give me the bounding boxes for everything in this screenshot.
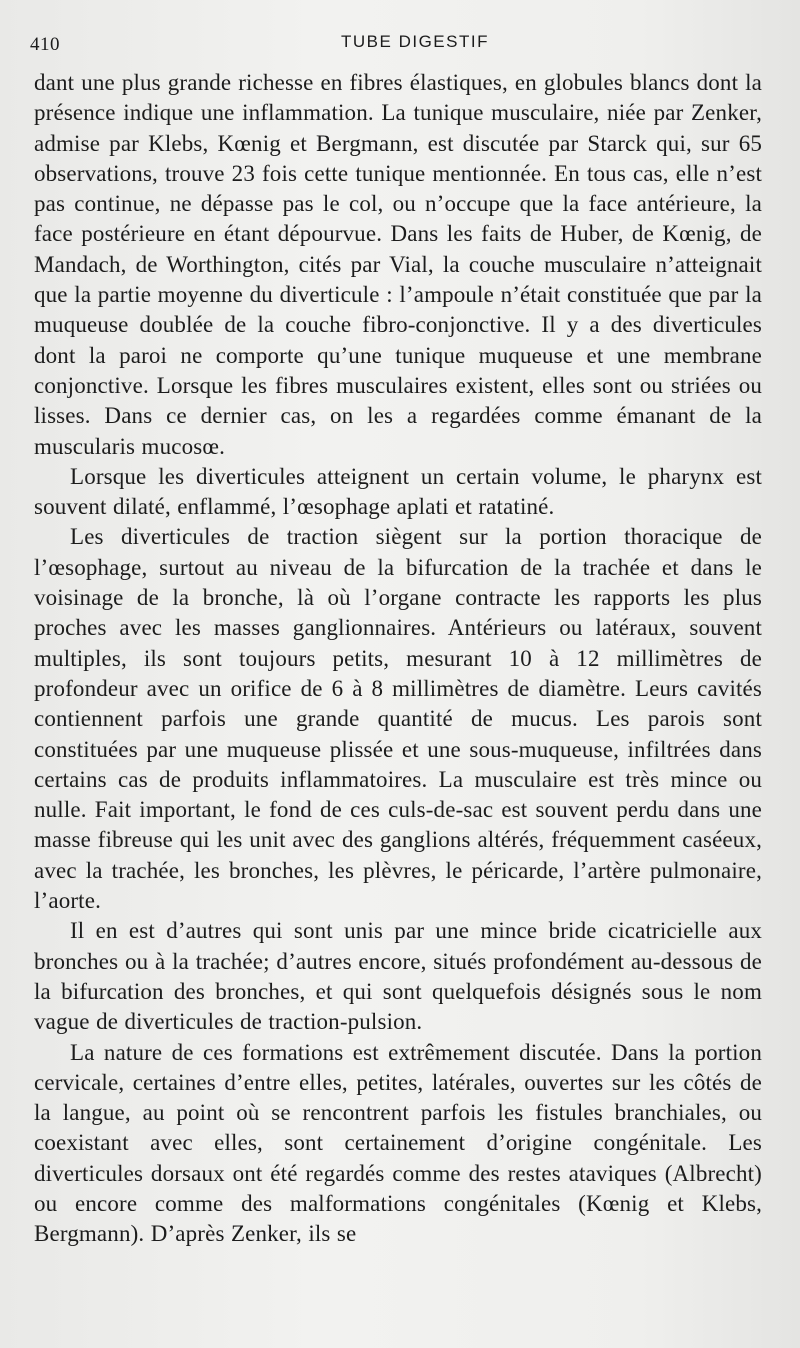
body-text xyxy=(34,68,762,1250)
paragraph: Il en est d’autres qui sont unis par une mince bride cicatricielle aux bronches ou à la trachée; d’autres encore, situés profondément au-dessous de la bifurcation des bronches, et qui sont quelquefois désignés sous le nom vague de diverticules de traction-pulsion. xyxy=(34,918,762,1035)
page-header xyxy=(30,30,760,60)
running-title: TUBE DIGESTIF xyxy=(341,32,489,51)
paragraph: La nature de ces formations est extrêmement discutée. Dans la portion cervicale, certaines d’entre elles, petites, latérales, ouvertes sur les côtés de la langue, au point où se rencontrent parfois les fistules branchiales, ou coexistant avec elles, sont certainement d’origine congénitale. Les diverticules dorsaux ont été regardés comme des restes ataviques (Albrecht) ou encore comme des malformations congénitales (Kœnig et Klebs, Bergmann). D’après Zenker, ils se xyxy=(34,1039,762,1247)
paragraph: Les diverticules de traction siègent sur la portion thoracique de l’œsophage, surtout au niveau de la bifurcation de la trachée et dans le voisinage de la bronche, là où l’organe contracte les rapports les plus proches avec les masses ganglionnaires. Antérieurs ou latéraux, souvent multiples, ils sont toujours petits, mesurant 10 à 12 millimètres de profondeur avec un orifice de 6 à 8 millimètres de diamètre. Leurs cavités contiennent parfois une grande quantité de mucus. Les parois sont constituées par une muqueuse plissée et une sous-muqueuse, infiltrées dans certains cas de produits inflammatoires. La musculaire est très mince ou nulle. Fait important, le fond de ces culs-de-sac est souvent perdu dans une masse fibreuse qui les unit avec des ganglions altérés, fréquemment caséeux, avec la trachée, les bronches, les plèvres, le péricarde, l’artère pulmonaire, l’aorte. xyxy=(34,524,762,914)
page-number: 410 xyxy=(30,34,60,55)
paragraph: dant une plus grande richesse en fibres élastiques, en globules blancs dont la présence indique une inflammation. La tunique musculaire, niée par Zenker, admise par Klebs, Kœnig et Bergmann, est discutée par Starck qui, sur 65 observations, trouve 23 fois cette tunique mentionnée. En tous cas, elle n’est pas continue, ne dépasse pas le col, ou n’occupe que la face antérieure, la face postérieure en étant dépourvue. Dans les faits de Huber, de Kœnig, de Mandach, de Worthington, cités par Vial, la couche musculaire n’atteignait que la partie moyenne du diverticule : l’ampoule n’était constituée que par la muqueuse doublée de la couche fibro-conjonctive. Il y a des diverticules dont la paroi ne comporte qu’une tunique muqueuse et une membrane conjonctive. Lorsque les fibres musculaires existent, elles sont ou striées ou lisses. Dans ce dernier cas, on les a regardées comme émanant de la muscularis mucosœ. xyxy=(34,70,762,459)
paragraph: Lorsque les diverticules atteignent un certain volume, le pharynx est souvent dilaté, enflammé, l’œsophage aplati et ratatiné. xyxy=(34,463,762,520)
